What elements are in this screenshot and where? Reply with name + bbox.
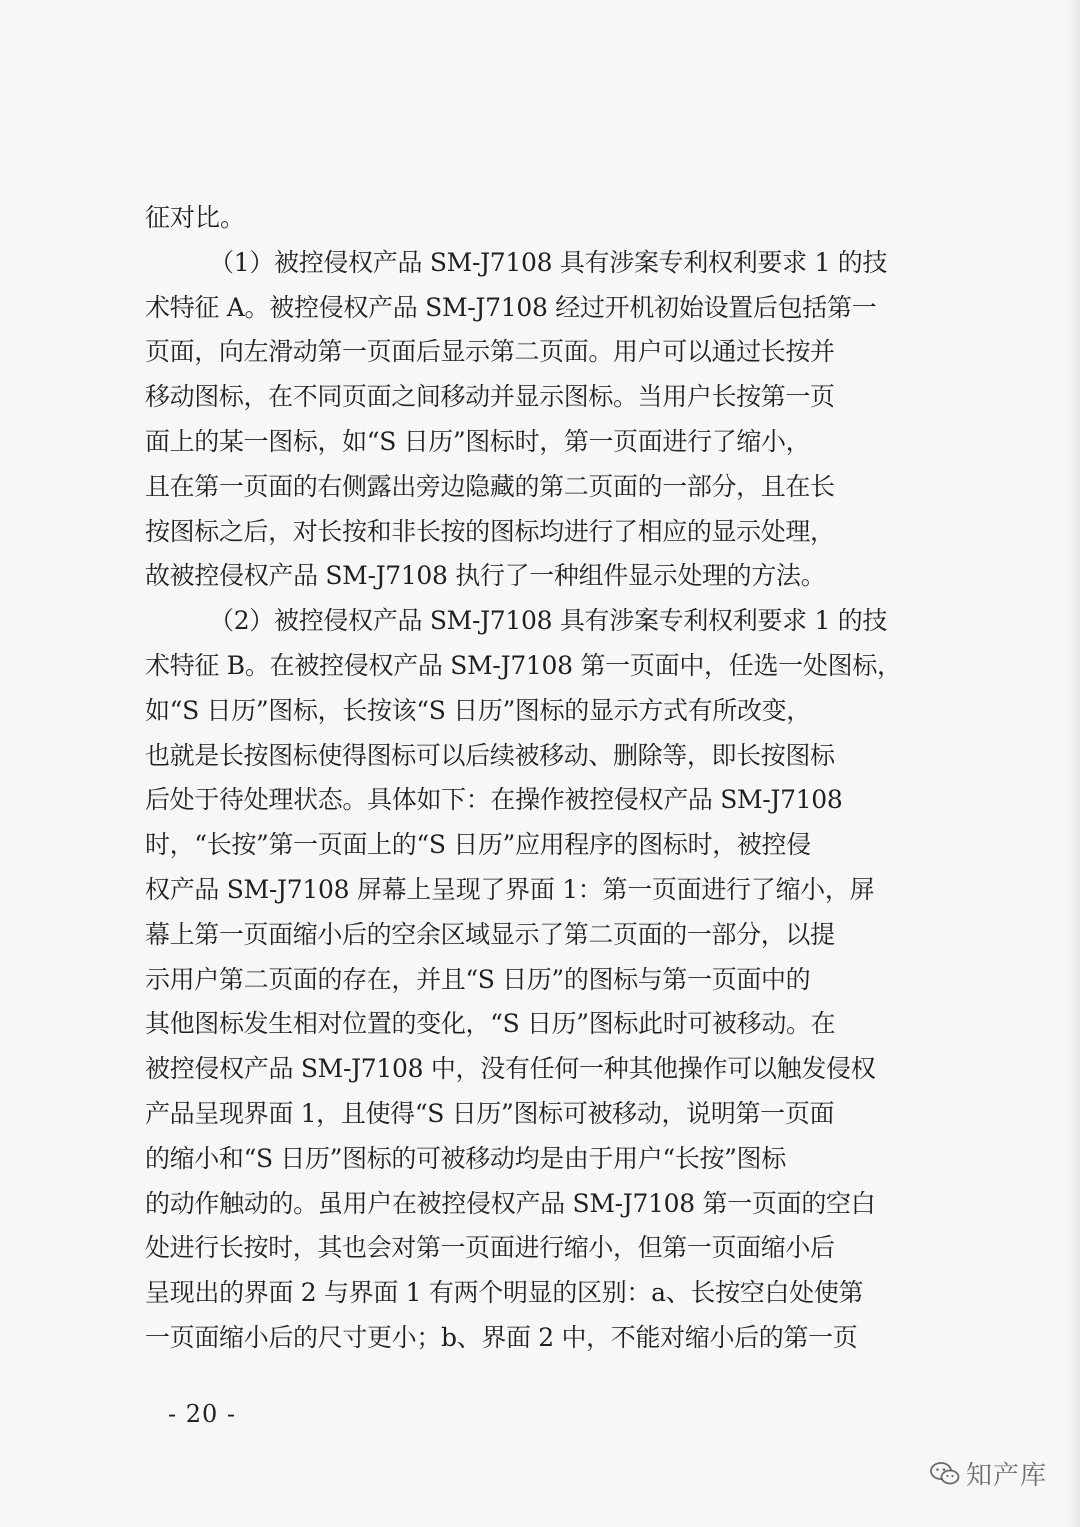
text-line: （2）被控侵权产品 SM-J7108 具有涉案专利权利要求 1 的技 — [209, 606, 888, 636]
text-line: 征对比。 — [145, 203, 246, 232]
text-line: 按图标之后，对长按和非长按的图标均进行了相应的显示处理， — [145, 516, 835, 546]
text-line: 术特征 B。在被控侵权产品 SM-J7108 第一页面中，任选一处图标， — [145, 650, 902, 680]
text-line: 权产品 SM-J7108 屏幕上呈现了界面 1：第一页面进行了缩小，屏 — [145, 874, 875, 904]
text-line: 如“S 日历”图标，长按该“S 日历”图标的显示方式有所改变， — [145, 695, 811, 725]
text-line: （1）被控侵权产品 SM-J7108 具有涉案专利权利要求 1 的技 — [209, 247, 888, 277]
text-line: 的缩小和“S 日历”图标的可被移动均是由于用户“长按”图标 — [145, 1143, 786, 1173]
text-line: 呈现出的界面 2 与界面 1 有两个明显的区别：a、长按空白处使第 — [145, 1278, 864, 1308]
text-line: 故被控侵权产品 SM-J7108 执行了一种组件显示处理的方法。 — [145, 561, 826, 591]
text-line: 术特征 A。被控侵权产品 SM-J7108 经过开机初始设置后包括第一 — [145, 292, 877, 322]
watermark-text: 知产库 — [966, 1461, 1048, 1491]
text-line: 也就是长按图标使得图标可以后续被移动、删除等，即长按图标 — [145, 740, 835, 770]
body-text — [145, 196, 945, 1361]
wechat-icon — [930, 1461, 960, 1487]
text-line: 面上的某一图标，如“S 日历”图标时，第一页面进行了缩小， — [145, 426, 811, 456]
text-line: 被控侵权产品 SM-J7108 中，没有任何一种其他操作可以触发侵权 — [145, 1054, 876, 1084]
page-number: - 20 - — [168, 1400, 237, 1428]
text-line: 处进行长按时，其也会对第一页面进行缩小，但第一页面缩小后 — [145, 1233, 835, 1263]
text-line: 移动图标，在不同页面之间移动并显示图标。当用户长按第一页 — [145, 382, 835, 412]
text-line: 时，“长按”第一页面上的“S 日历”应用程序的图标时，被控侵 — [145, 830, 811, 860]
scan-edge-shadow — [1066, 0, 1080, 1527]
text-line: 且在第一页面的右侧露出旁边隐藏的第二页面的一部分，且在长 — [145, 471, 835, 501]
text-line: 其他图标发生相对位置的变化，“S 日历”图标此时可被移动。在 — [145, 1009, 836, 1039]
text-line: 产品呈现界面 1，且使得“S 日历”图标可被移动，说明第一页面 — [145, 1098, 835, 1128]
text-line: 后处于待处理状态。具体如下：在操作被控侵权产品 SM-J7108 — [145, 785, 843, 815]
text-line: 页面，向左滑动第一页面后显示第二页面。用户可以通过长按并 — [145, 337, 835, 367]
text-line: 一页面缩小后的尺寸更小；b、界面 2 中，不能对缩小后的第一页 — [145, 1322, 858, 1352]
watermark — [930, 1455, 1047, 1492]
text-line: 示用户第二页面的存在，并且“S 日历”的图标与第一页面中的 — [145, 964, 811, 994]
text-line: 的动作触动的。虽用户在被控侵权产品 SM-J7108 第一页面的空白 — [145, 1188, 876, 1218]
text-line: 幕上第一页面缩小后的空余区域显示了第二页面的一部分，以提 — [145, 919, 835, 949]
